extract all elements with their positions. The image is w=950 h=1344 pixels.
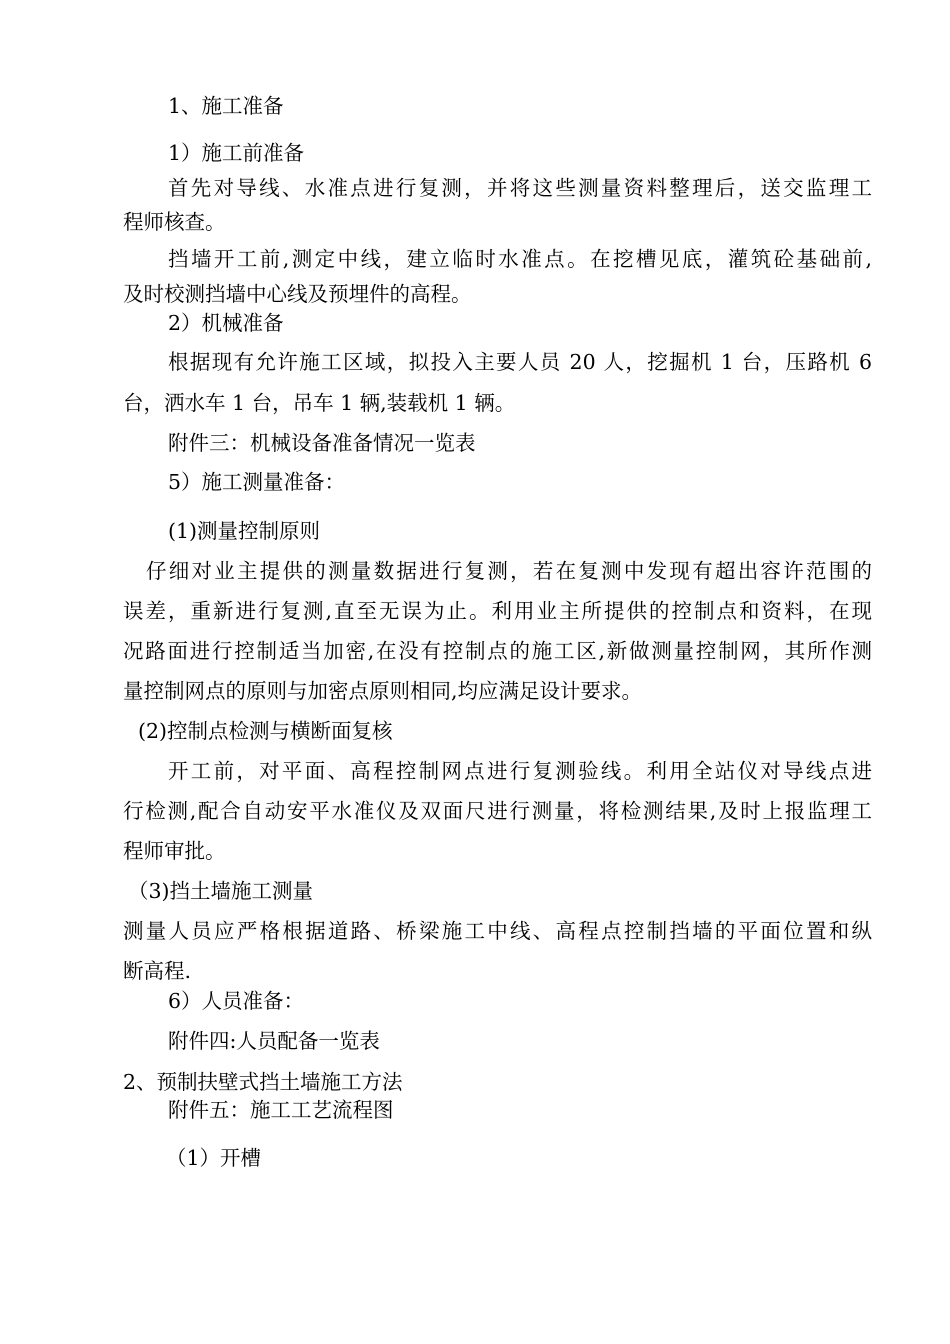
- item-heading: （3)挡土墙施工测量: [128, 879, 314, 903]
- item-heading: (2)控制点检测与横断面复核: [138, 719, 393, 743]
- paragraph-line: 况路面进行控制适当加密,在没有控制点的施工区,新做测量控制网，其所作测: [123, 639, 872, 663]
- section-heading: 1、施工准备: [168, 94, 284, 118]
- paragraph-line: 台，洒水车 1 台，吊车 1 辆,装载机 1 辆。: [123, 391, 516, 415]
- paragraph-line: 误差，重新进行复测,直至无误为止。利用业主所提供的控制点和资料，在现: [123, 599, 872, 623]
- item-heading: (1)测量控制原则: [168, 519, 321, 543]
- paragraph-line: 量控制网点的原则与加密点原则相同,均应满足设计要求。: [123, 679, 643, 703]
- attachment-reference: 附件四:人员配备一览表: [168, 1029, 380, 1053]
- attachment-reference: 附件三：机械设备准备情况一览表: [168, 431, 476, 455]
- paragraph-line: 开工前，对平面、高程控制网点进行复测验线。利用全站仪对导线点进: [168, 759, 872, 783]
- paragraph-line: 程师核查。: [123, 210, 226, 234]
- paragraph-line: 仔细对业主提供的测量数据进行复测，若在复测中发现有超出容许范围的: [146, 559, 872, 583]
- paragraph-line: 挡墙开工前,测定中线，建立临时水准点。在挖槽见底，灌筑砼基础前,: [168, 247, 872, 271]
- subsection-heading: 2）机械准备: [168, 311, 284, 335]
- paragraph-line: 首先对导线、水准点进行复测，并将这些测量资料整理后，送交监理工: [168, 176, 872, 200]
- subsection-heading: （1）开槽: [166, 1146, 262, 1170]
- paragraph-line: 程师审批。: [123, 839, 226, 863]
- paragraph-line: 断高程.: [123, 959, 192, 983]
- section-heading: 2、预制扶壁式挡土墙施工方法: [123, 1070, 403, 1094]
- subsection-heading: 1）施工前准备: [168, 141, 305, 165]
- subsection-heading: 5）施工测量准备：: [168, 470, 346, 494]
- paragraph-line: 及时校测挡墙中心线及预埋件的高程。: [123, 282, 472, 306]
- attachment-reference: 附件五：施工工艺流程图: [168, 1098, 394, 1122]
- paragraph-line: 行检测,配合自动安平水准仪及双面尺进行测量，将检测结果,及时上报监理工: [123, 799, 872, 823]
- subsection-heading: 6）人员准备：: [168, 989, 305, 1013]
- paragraph-line: 根据现有允许施工区域，拟投入主要人员 20 人，挖掘机 1 台，压路机 6: [168, 350, 872, 374]
- paragraph-line: 测量人员应严格根据道路、桥梁施工中线、高程点控制挡墙的平面位置和纵: [123, 919, 872, 943]
